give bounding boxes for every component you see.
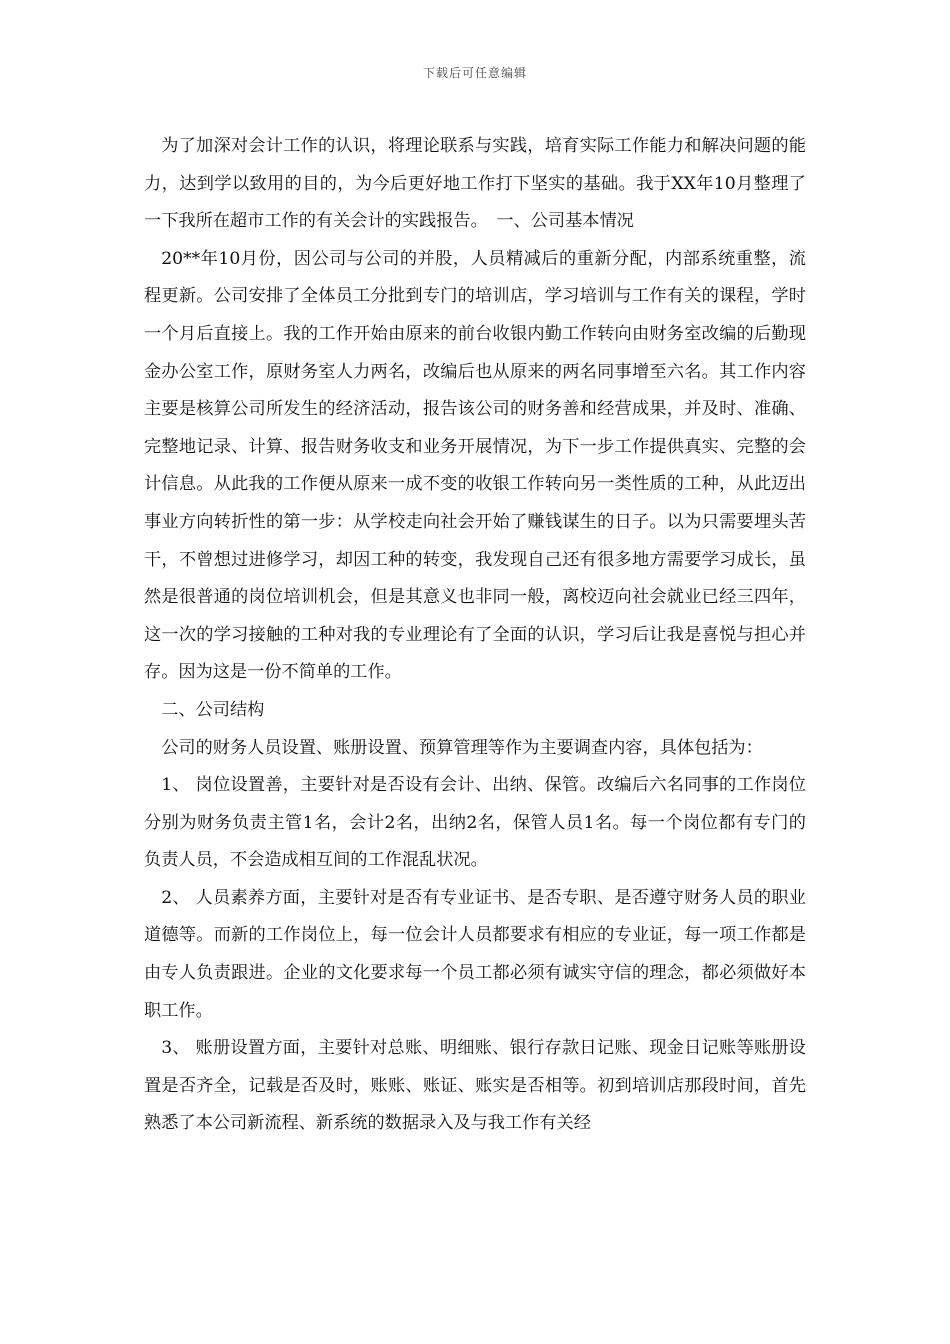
paragraph-intro: 为了加深对会计工作的认识，将理论联系与实践，培育实际工作能力和解决问题的能力，达到学以致用的目的，为今后更好地工作打下坚实的基础。我于XX年10月整理了一下我所在超市工作的有关会计的实践报告。 一、公司基本情况 xyxy=(144,136,806,232)
document-body xyxy=(144,128,806,1143)
list-item-staff-quality: 2、 人员素养方面，主要针对是否有专业证书、是否专职、是否遵守财务人员的职业道德等。而新的工作岗位上，每一位会计人员都要求有相应的专业证，每一项工作都是由专人负责跟进。企业的文化要求每一个员工都必须有诚实守信的理念，都必须做好本职工作。 xyxy=(144,887,806,1021)
list-item-ledger-setup: 3、 账册设置方面，主要针对总账、明细账、银行存款日记账、现金日记账等账册设置是否齐全，记载是否及时，账账、账证、账实是否相等。初到培训店那段时间，首先熟悉了本公司新流程、新系统的数据录入及与我工作有关经 xyxy=(144,1038,806,1134)
section-heading-company-structure: 二、公司结构 xyxy=(161,699,265,720)
paragraph-structure-intro: 公司的财务人员设置、账册设置、预算管理等作为主要调查内容，具体包括为： xyxy=(161,737,763,758)
page-header: 下载后可任意编辑 xyxy=(422,66,527,80)
paragraph-background: 20**年10月份，因公司与公司的并股，人员精减后的重新分配，内部系统重整，流程更新。公司安排了全体员工分批到专门的培训店，学习培训与工作有关的课程，学时一个月后直接上。我的工作开始由原来的前台收银内勤工作转向由财务室改编的后勤现金办公室工作，原财务室人力两名，改编后也从原来的两名同事增至六名。其工作内容主要是核算公司所发生的经济活动，报告该公司的财务善和经营成果，并及时、准确、完整地记录、计算、报告财务收支和业务开展情况，为下一步工作提供真实、完整的会计信息。从此我的工作便从原来一成不变的收银工作转向另一类性质的工种，从此迈出事业方向转折性的第一步：从学校走向社会开始了赚钱谋生的日子。以为只需要埋头苦干，不曾想过进修学习，却因工种的转变，我发现自己还有很多地方需要学习成长，虽然是很普通的岗位培训机会，但是其意义也非同一般，离校迈向社会就业已经三四年，这一次的学习接触的工种对我的专业理论有了全面的认识，学习后让我是喜悦与担心并存。因为这是一份不简单的工作。 xyxy=(144,248,806,683)
list-item-position-setup: 1、 岗位设置善，主要针对是否设有会计、出纳、保管。改编后六名同事的工作岗位分别为财务负责主管1名，会计2名，出纳2名，保管人员1名。每一个岗位都有专门的负责人员，不会造成相互间的工作混乱状况。 xyxy=(144,775,806,871)
